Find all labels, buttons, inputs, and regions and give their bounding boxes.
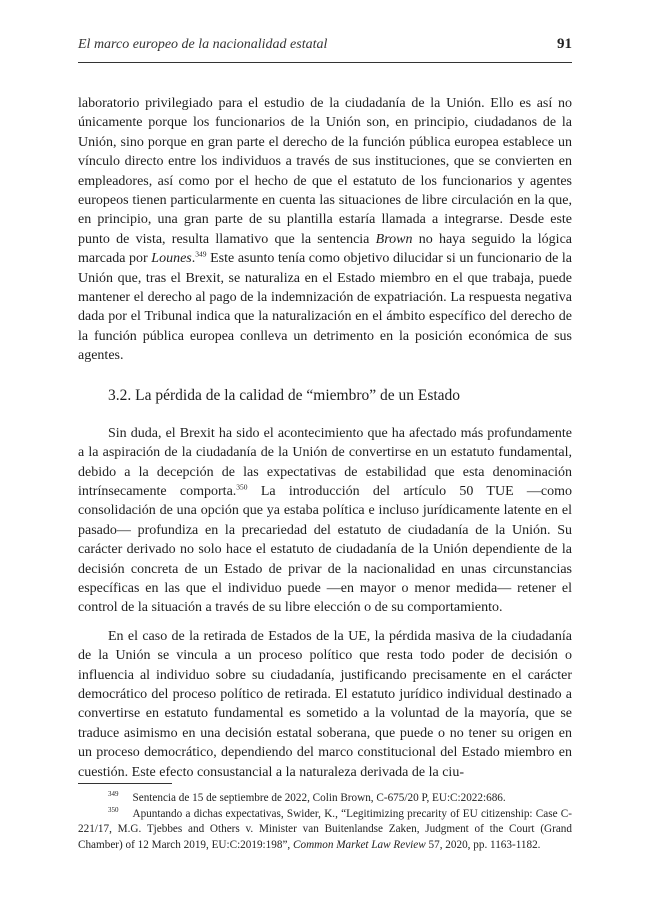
footnote-350: [78, 807, 572, 854]
header-rule: [78, 62, 572, 63]
paragraph-3: En el caso de la retirada de Estados de la UE, la pérdida masiva de la ciudadanía de la Unión se vincula a un proceso político que resta todo poder de decisión o influencia al individuo sobre su ciudadanía, justificando precisamente en el carácter democrático del proceso político de retirada. El estatuto jurídico individual destinado a convertirse en estatuto fundamental es sometido a la voluntad de la mayoría, que se traduce asimismo en una decisión estatal soberana, que puede o no tener su origen en un proceso democrático, dependiendo del marco constitucional del Estado miembro en cuestión. Este efecto consustancial a la naturaleza derivada de la ciu-: [78, 628, 572, 780]
footnote-ref-350[interactable]: 350: [236, 482, 248, 492]
footnote-350-text-a: Apuntando a dichas expectativas, Swider, K., “Legitimizing precarity of EU citizenship: Case C-221/17, M.G. Tjebbes and Others v. Minister van Buitenlandse Zaken, Judgment of the Court (Grand Chamber) of 12 March 2019, EU:C:2019:198”,: [78, 807, 572, 851]
footnote-ref-349[interactable]: 349: [195, 249, 207, 259]
footnote-mark-349: 349: [108, 790, 119, 799]
paragraph-2: [78, 424, 572, 618]
footnote-349-text: Sentencia de 15 de septiembre de 2022, Colin Brown, C-675/20 P, EU:C:2022:686.: [132, 792, 506, 804]
main-text: [78, 94, 572, 782]
running-head: [78, 36, 572, 53]
case-name-lounes: Lounes: [151, 251, 192, 267]
paragraph-1-text-a: laboratorio privilegiado para el estudio de la ciudadanía de la Unión. Ello es así no únicamente porque los funcionarios de la Unión son, en principio, ciudadanos de la Unión, sino porque en gran parte el derecho de la función pública europea establece un vínculo directo entre los individuos a través de sus instituciones, que se convierten en empleadores, así como por el hecho de que el estatuto de los funcionarios y agentes europeos tienen particularmente en cuenta las situaciones de libre circulación en la que, en principio, una gran parte de su plantilla estaría llamada a integrarse. Desde este punto de vista, resulta llamativo que la sentencia: [78, 96, 572, 247]
page-number: 91: [557, 36, 572, 52]
footnotes: [78, 791, 572, 853]
paragraph-1-text-d: Este asunto tenía como objetivo dilucidar si un funcionario de la Unión que, tras el Brexit, se naturaliza en el Estado miembro en el que trabaja, puede mantener el derecho al pago de la indemnización de expatriación. La respuesta negativa dada por el Tribunal indica que la naturalización en el ámbito específico del derecho de la función pública europea conlleva un detrimento en la posición económica de sus agentes.: [78, 251, 572, 364]
section-heading: 3.2. La pérdida de la calidad de “miembro” de un Estado: [108, 386, 461, 404]
footnote-rule: [78, 783, 172, 784]
paragraph-1-text-b: no haya seguido la lógica marcada por: [78, 231, 573, 267]
running-title: El marco europeo de la nacionalidad estatal: [78, 37, 328, 52]
case-name-brown: Brown: [375, 231, 413, 247]
footnote-349: [78, 791, 572, 807]
footnote-mark-350: 350: [108, 805, 119, 814]
paragraph-1: [78, 94, 572, 366]
journal-title: Common Market Law Review: [293, 838, 426, 851]
paragraph-2-text-b: La introducción del artículo 50 TUE —como consolidación de una opción que ya estaba política e incluso jurídicamente latente en el pasado— profundiza en la precariedad del estatuto de ciudadanía de la Unión. Su carácter derivado no solo hace el estatuto de ciudadanía de la Unión dependiente de la decisión concreta de un Estado de privar de la nacionalidad en unas circunstancias específicas en las que el individuo puede —en mayor o menor medida— retener el control de la situación a través de su libre elección o de su comportamiento.: [78, 483, 573, 616]
footnote-350-text-b: 57, 2020, pp. 1163-1182.: [425, 838, 541, 851]
paragraph-2-text-a: Sin duda, el Brexit ha sido el acontecimiento que ha afectado más profundamente a la aspiración de la ciudadanía de la Unión de convertirse en un estatuto fundamental, debido a la decepción de las expectativas de estabilidad que esta denominación intrínsecamente comporta.: [78, 425, 572, 499]
paragraph-1-text-c: .: [191, 251, 196, 267]
